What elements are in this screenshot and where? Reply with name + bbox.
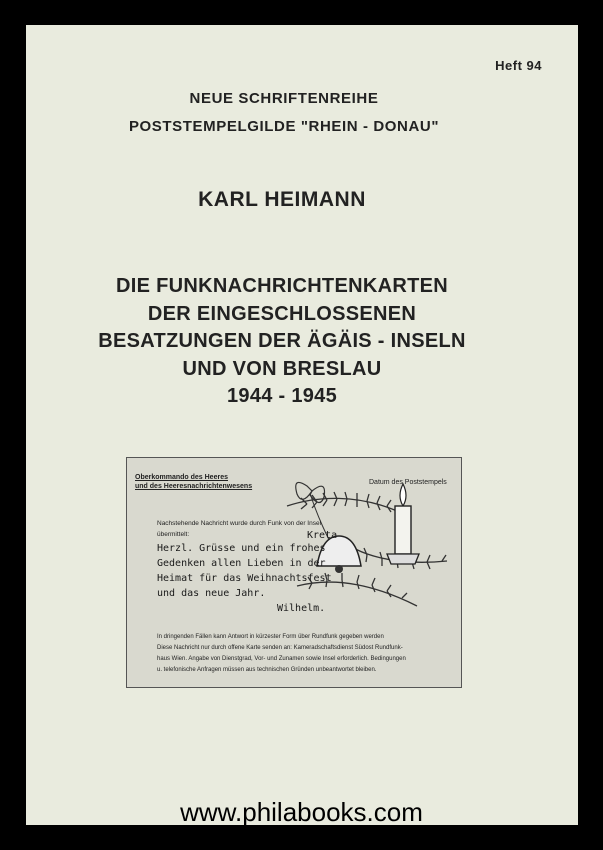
author-name: KARL HEIMANN: [198, 188, 366, 211]
card-intro-line1: Nachstehende Nachricht wurde durch Funk von der Insel: [157, 520, 322, 527]
title-line: BESATZUNGEN DER ÄGÄIS - INSELN: [98, 330, 466, 352]
card-intro-line2: übermittelt:: [157, 531, 190, 538]
typed-message-line: Heimat für das Weihnachtsfest: [157, 573, 332, 584]
radio-message-card-image: [126, 457, 462, 688]
title-line: UND VON BRESLAU: [182, 358, 382, 380]
series-title-line2: POSTSTEMPELGILDE "RHEIN - DONAU": [128, 118, 440, 135]
typed-signature: Wilhelm.: [277, 603, 326, 614]
issue-number: Heft 94: [495, 58, 542, 73]
book-cover: [26, 25, 578, 825]
card-footer-line: Diese Nachricht nur durch offene Karte senden an: Kameradschaftsdienst Südost Rundfunk-: [157, 645, 403, 651]
typed-message-line: Herzl. Grüsse und ein frohes: [157, 543, 326, 554]
card-header-line2: und des Heeresnachrichtenwesens: [135, 483, 253, 490]
website-watermark: www.philabooks.com: [180, 797, 423, 827]
card-footer-line: haus Wien. Angabe von Dienstgrad, Vor- und Zunamen sowie Insel erforderlich. Bedingungen: [157, 656, 406, 662]
card-postmark-date-label: Datum des Poststempels: [369, 479, 447, 486]
title-year: 1944 - 1945: [226, 385, 338, 407]
title-line: DIE FUNKNACHRICHTENKARTEN: [116, 275, 448, 297]
card-header-line1: Oberkommando des Heeres: [135, 474, 228, 481]
title-line: DER EINGESCHLOSSENEN: [147, 303, 417, 325]
typed-message-line: und das neue Jahr.: [157, 588, 266, 599]
typed-message-line: Gedenken allen Lieben in der: [157, 558, 326, 569]
series-title-line1: NEUE SCHRIFTENREIHE: [189, 90, 379, 107]
card-footer-line: u. telefonische Anfragen müssen aus technischen Gründen unbeantwortet bleiben.: [157, 667, 377, 673]
typed-island-name: Kreta: [307, 530, 338, 541]
card-footer-line: In dringenden Fällen kann Antwort in kürzester Form über Rundfunk gegeben werden: [157, 634, 384, 640]
